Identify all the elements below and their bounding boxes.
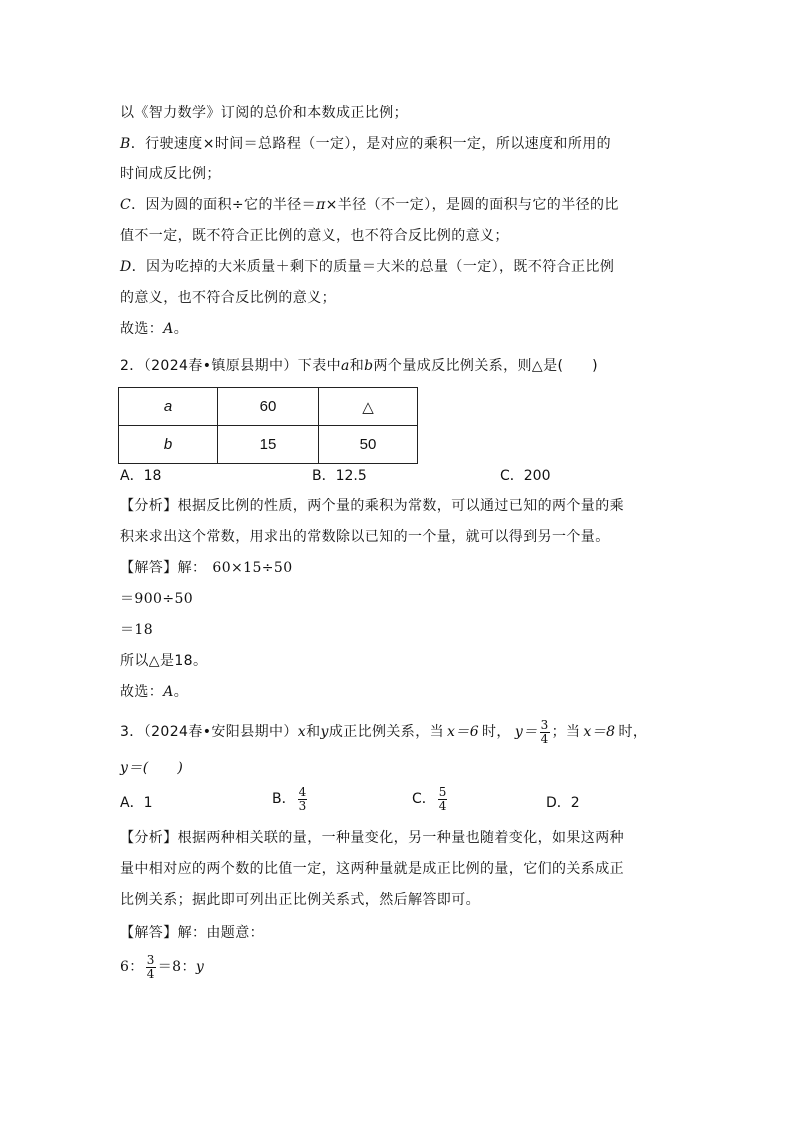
table-cell: a [119,388,218,426]
text-line: C．因为圆的面积÷它的半径＝π×半径（不一定），是圆的面积与它的半径的比 [120,197,619,213]
fraction: $\frac{3}{4}$ [540,717,549,746]
option-label: B [120,136,131,152]
text-line: 故选：A。 [120,321,189,337]
text-line: 以《智力数学》订阅的总价和本数成正比例； [120,105,408,121]
text-line: 时间成反比例； [120,166,221,182]
option-d: D．2 [546,795,580,811]
analysis-text: 量中相对应的两个数的比值一定，这两种量就是成正比例的量，它们的关系成正 [120,861,624,877]
fraction: $\frac{3}{4}$ [146,952,155,981]
analysis-text: 积来求出这个常数，用求出的常数除以已知的一个量，就可以得到另一个量。 [120,529,610,545]
option-a: A．1 [120,795,153,811]
text-line: 的意义，也不符合反比例的意义； [120,290,336,306]
option-label: D [120,259,132,275]
table-cell: 60 [218,388,319,426]
ratio-table [118,387,418,464]
option-c: C． $\frac{5}{4}$ [412,784,447,813]
fraction: $\frac{5}{4}$ [438,784,447,813]
question-3-stem: 3．（2024春•安阳县期中）x和y成正比例关系，当 x＝6 时， y＝ $\frac{3}{4}$ ；当 x＝8 时， [120,717,648,746]
option-b: B． $\frac{4}{3}$ [272,784,307,813]
table-cell: △ [319,388,418,426]
table-row [119,426,418,464]
question-2-stem: 2．（2024春•镇原县期中）下表中a和b两个量成反比例关系，则△是( ) [120,358,599,374]
analysis-text: 比例关系；据此即可列出正比例关系式，然后解答即可。 [120,892,480,908]
conclusion-text: 所以△是18。 [120,653,208,669]
table-row [119,388,418,426]
table-cell: 15 [218,426,319,464]
text-line: B．行驶速度×时间＝总路程（一定），是对应的乘积一定，所以速度和所用的 [120,136,612,152]
analysis-text: 【分析】根据反比例的性质，两个量的乘积为常数，可以通过已知的两个量的乘 [120,498,624,514]
fraction: $\frac{4}{3}$ [298,784,307,813]
text-line: D．因为吃掉的大米质量＋剩下的质量＝大米的总量（一定），既不符合正比例 [120,259,615,275]
option-b: B．12.5 [312,468,367,484]
choose-text: 故选：A。 [120,684,189,700]
option-a: A．18 [120,468,162,484]
text-line: 值不一定，既不符合正比例的意义，也不符合反比例的意义； [120,228,509,244]
table-cell: b [119,426,218,464]
option-c: C．200 [500,468,551,484]
calc-step: ＝18 [120,622,154,638]
analysis-text: 【分析】根据两种相关联的量，一种量变化，另一种量也随着变化，如果这两种 [120,830,624,846]
question-3-blank: y＝( ) [120,760,184,776]
table-cell: 50 [319,426,418,464]
answer-text: 【解答】解： 60×15÷50 [120,560,293,576]
answer-text: 【解答】解：由题意： [120,925,264,941]
option-label: C [120,197,132,213]
ratio-equation: 6： $\frac{3}{4}$ ＝8：y [120,952,205,981]
calc-step: ＝900÷50 [120,591,194,607]
